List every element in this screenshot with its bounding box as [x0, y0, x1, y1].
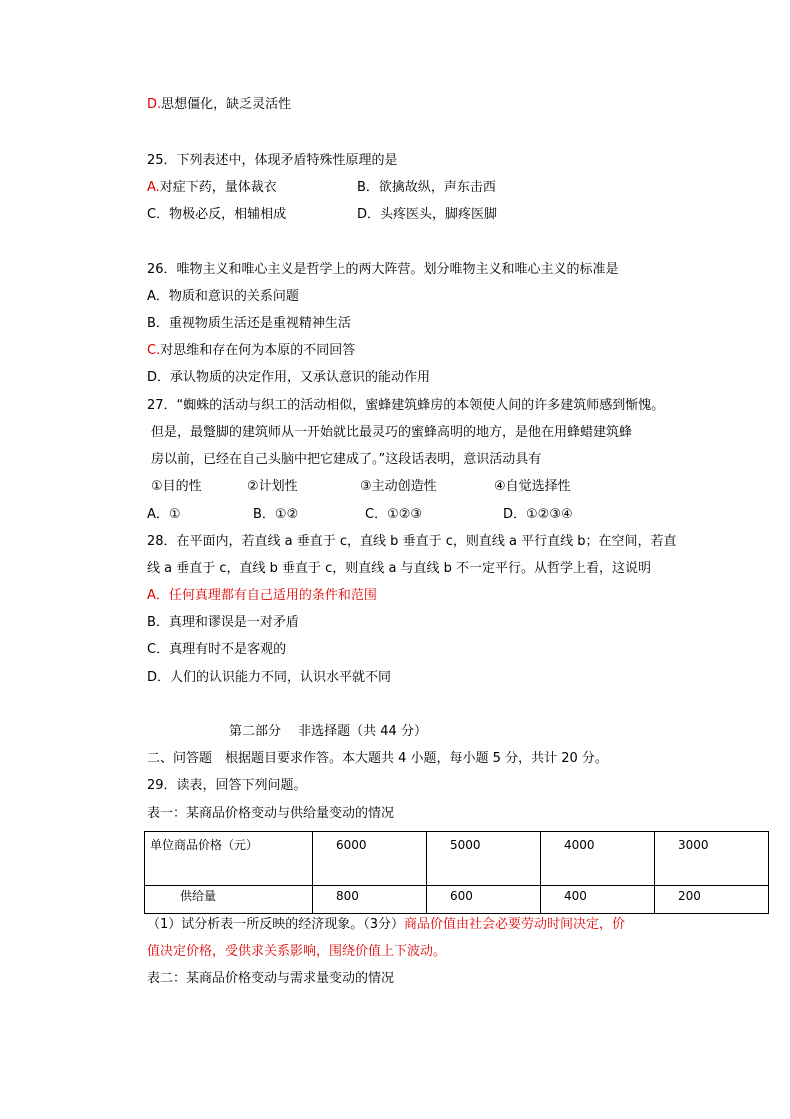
q27-stem-line3: 房以前，已经在自己头脑中把它建成了。”这段话表明，意识活动具有 [151, 452, 542, 467]
q27-option-b: B．①② [253, 507, 299, 522]
q24-option-d [147, 97, 291, 113]
q27-option-a: A．① [147, 507, 181, 522]
table1-price-cell: 4000 [541, 832, 655, 886]
q28-stem-line1: 28．在平面内，若直线 a 垂直于 c，直线 b 垂直于 c，则直线 a 平行直线 b；在空间，若直 [147, 534, 677, 549]
q26-option-c-letter: C. [147, 343, 161, 358]
q28-stem-line2: 线 a 垂直于 c，直线 b 垂直于 c，则直线 a 与直线 b 不一定平行。从哲学上看，这说明 [147, 561, 652, 576]
q26-stem: 26．唯物主义和唯心主义是哲学上的两大阵营。划分唯物主义和唯心主义的标准是 [147, 262, 619, 277]
q26-option-d: D．承认物质的决定作用，又承认意识的能动作用 [147, 370, 431, 385]
table-row [145, 886, 769, 914]
table1-supply-label: 供给量 [145, 886, 313, 914]
q24-option-d-text: 思想僵化，缺乏灵活性 [161, 97, 292, 112]
q29-sub1-question: （1）试分析表一所反映的经济现象。（3分） [147, 917, 405, 932]
table1-supply-cell: 200 [655, 886, 769, 914]
q27-stem-line2: 但是，最蹩脚的建筑师从一开始就比最灵巧的蜜蜂高明的地方，是他在用蜂蜡建筑蜂 [151, 425, 633, 440]
table1-supply-cell: 400 [541, 886, 655, 914]
q26-option-c-text: 对思维和存在何为本原的不同回答 [160, 343, 356, 358]
q27-stem-line1: 27．“蜘蛛的活动与织工的活动相似，蜜蜂建筑蜂房的本领使人间的许多建筑师感到惭愧。 [147, 398, 665, 413]
table1-supply-cell: 800 [313, 886, 427, 914]
table1-price-cell: 6000 [313, 832, 427, 886]
table1-supply-cell: 600 [427, 886, 541, 914]
table-row [145, 832, 769, 886]
q27-item-1: ①目的性 [151, 479, 202, 494]
q28-option-c: C．真理有时不是客观的 [147, 642, 287, 657]
q25-option-b: B．欲擒故纵，声东击西 [357, 180, 496, 195]
table1-price-cell: 5000 [427, 832, 541, 886]
q29-stem: 29．读表，回答下列问题。 [147, 778, 307, 793]
q29-sub1-answer-part2: 值决定价格，受供求关系影响，围绕价值上下波动。 [147, 944, 447, 959]
q27-option-d: D．①②③④ [503, 507, 573, 522]
q25-option-d: D．头疼医头，脚疼医脚 [357, 207, 498, 222]
q26-option-a: A．物质和意识的关系问题 [147, 289, 299, 304]
q29-sub1 [147, 917, 625, 933]
q28-option-a [147, 588, 377, 604]
q25-stem: 25．下列表述中，体现矛盾特殊性原理的是 [147, 153, 398, 168]
q27-item-2: ②计划性 [247, 479, 298, 494]
q25-option-a [147, 180, 277, 196]
q25-option-a-text: 对症下药，量体裁衣 [159, 180, 277, 195]
q25-option-c: C．物极必反，相辅相成 [147, 207, 287, 222]
table2-caption: 表二：某商品价格变动与需求量变动的情况 [147, 971, 395, 986]
q26-option-b: B．重视物质生活还是重视精神生活 [147, 316, 351, 331]
table1-price-label: 单位商品价格（元） [145, 832, 313, 886]
q27-item-3: ③主动创造性 [360, 479, 437, 494]
q28-option-a-text: A．任何真理都有自己适用的条件和范围 [147, 588, 377, 603]
table1-caption: 表一：某商品价格变动与供给量变动的情况 [147, 806, 395, 821]
q26-option-c [147, 343, 355, 359]
q28-option-d: D．人们的认识能力不同，认识水平就不同 [147, 670, 392, 685]
part2-section-instructions: 二、问答题 根据题目要求作答。本大题共 4 小题，每小题 5 分，共计 20 分。 [147, 751, 608, 766]
table1 [144, 831, 769, 914]
q27-item-4: ④自觉选择性 [494, 479, 571, 494]
q29-sub1-answer-part1: 商品价值由社会必要劳动时间决定，价 [404, 917, 626, 932]
q28-option-b: B．真理和谬误是一对矛盾 [147, 615, 299, 630]
q25-option-a-letter: A. [147, 180, 160, 195]
part2-heading: 第二部分 非选择题（共 44 分） [229, 724, 427, 739]
table1-price-cell: 3000 [655, 832, 769, 886]
q27-option-c: C．①②③ [365, 507, 423, 522]
q24-option-d-letter: D. [147, 97, 162, 112]
